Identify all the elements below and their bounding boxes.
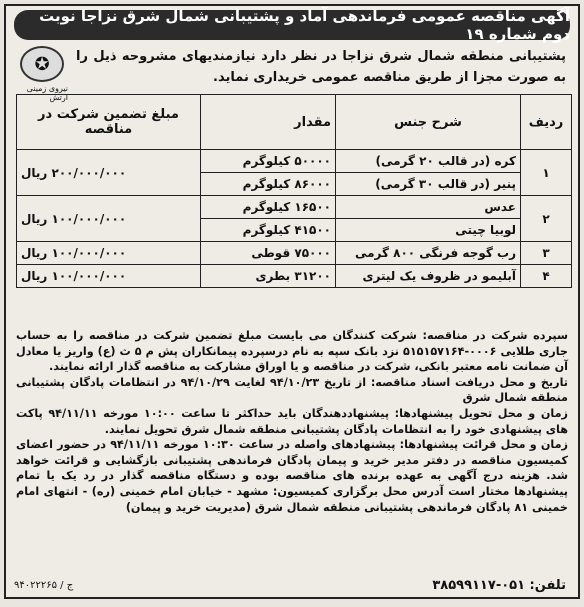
- row-number: ۱: [521, 150, 572, 196]
- opening-section: [16, 437, 568, 515]
- submission-label: زمان و محل تحویل پیشنهادها:: [394, 406, 568, 420]
- item-description: آبلیمو در ظروف یک لیتری: [336, 265, 521, 288]
- tender-notice: [4, 4, 580, 599]
- row-number: ۴: [521, 265, 572, 288]
- header-description: شرح جنس: [336, 95, 521, 150]
- guarantee-amount: ۱۰۰/۰۰۰/۰۰۰ ریال: [17, 196, 201, 242]
- emblem-caption: نیروی زمینی ارتش: [26, 84, 68, 102]
- item-quantity: ۵۰۰۰۰ کیلوگرم: [201, 150, 336, 173]
- notice-code: ۹۴۰۲۲۲۶۵ / ج: [14, 580, 74, 591]
- submission-section: [16, 406, 568, 437]
- phone-line: تلفن: ۰۵۱-۳۸۵۹۹۱۱۷: [432, 578, 566, 593]
- item-description: عدس: [336, 196, 521, 219]
- emblem-icon: ✪: [20, 46, 64, 82]
- opening-label: زمان و محل قرائت پیشنهادها:: [399, 438, 568, 452]
- documents-label: تاریخ و محل دریافت اسناد مناقصه:: [370, 375, 568, 389]
- item-description: رب گوجه فرنگی ۸۰۰ گرمی: [336, 242, 521, 265]
- item-description: لوبیا چیتی: [336, 219, 521, 242]
- deposit-text: شرکت کنندگان می بایست مبلغ تضمین شرکت در مناقصه را به حساب جاری طلایی ۰۰۰۶-۵۱۵۱۵۷۱۶۴ نزد بانک سپه به نام درسپرده پیمانکاران پش م ۵ ث (ع) واریز یا معادل آن ضمانت نامه معتبر بانکی، شرکت در مناقصه و یا اوراق مشارکت به مناقصه گذار ارائه نمایند.: [16, 329, 568, 374]
- table-header-row: [17, 95, 572, 150]
- documents-section: [16, 375, 568, 406]
- table-row: [17, 150, 572, 173]
- notice-title: آگهی مناقصه عمومی فرماندهی آماد و پشتیبانی شمال شرق نزاجا نوبت دوم شماره ۱۹: [14, 10, 570, 40]
- item-description: پنیر (در قالب ۳۰ گرمی): [336, 173, 521, 196]
- guarantee-amount: ۱۰۰/۰۰۰/۰۰۰ ریال: [17, 242, 201, 265]
- intro-paragraph: پشتیبانی منطقه شمال شرق نزاجا در نظر دارد نیازمندیهای مشروحه ذیل را به صورت مجزا از طریق مناقصه عمومی خریداری نماید.: [76, 49, 566, 85]
- deposit-label: سپرده شرکت در مناقصه:: [422, 329, 568, 342]
- documents-text: از تاریخ ۹۴/۱۰/۲۳ لغایت ۹۴/۱۰/۲۹ در انتظامات پادگان پشتیبانی منطقه شمال شرق: [16, 375, 568, 405]
- item-quantity: ۳۱۲۰۰ بطری: [201, 265, 336, 288]
- item-quantity: ۱۶۵۰۰ کیلوگرم: [201, 196, 336, 219]
- item-quantity: ۸۶۰۰۰ کیلوگرم: [201, 173, 336, 196]
- item-description: کره (در قالب ۲۰ گرمی): [336, 150, 521, 173]
- item-quantity: ۷۵۰۰۰ قوطی: [201, 242, 336, 265]
- header-quantity: مقدار: [201, 95, 336, 150]
- header-guarantee-amount: مبلغ تضمین شرکت در مناقصه: [17, 95, 201, 150]
- table-row: [17, 242, 572, 265]
- item-quantity: ۴۱۵۰۰ کیلوگرم: [201, 219, 336, 242]
- opening-text: پیشنهادهای واصله در ساعت ۱۰:۳۰ مورخه ۹۴/۱۱/۱۱ در حضور اعضای کمیسیون مناقصه در دفتر مدیر خرید و پیمان پادگان فرماندهی پشتیبانی بازگشایی و قرائت خواهد شد. هزینه درج آگهی به عهده برنده های مناقصه بوده و دستگاه مناقصه گذار در رد یک یا تمام پیشنهادها مختار است آدرس محل برگزاری کمیسیون: مشهد - خیابان امام خمینی (ره) - انتهای امام خمینی ۸۱ پادگان فرماندهی پشتیبانی منطقه شمال شرق (مدیریت خرید و پیمان): [16, 438, 568, 514]
- row-number: ۳: [521, 242, 572, 265]
- guarantee-amount: ۱۰۰/۰۰۰/۰۰۰ ریال: [17, 265, 201, 288]
- deposit-section: [16, 328, 568, 375]
- guarantee-amount: ۲۰۰/۰۰۰/۰۰۰ ریال: [17, 150, 201, 196]
- table-row: [17, 196, 572, 219]
- table-row: [17, 265, 572, 288]
- header-row-no: ردیف: [521, 95, 572, 150]
- row-number: ۲: [521, 196, 572, 242]
- items-table: [16, 94, 572, 288]
- notice-body: [16, 328, 568, 515]
- submission-text: پیشنهاددهندگان باید حداکثر تا ساعت ۱۰:۰۰ مورخه ۹۴/۱۱/۱۱ پاکت های پیشنهادی خود را به انتظامات پادگان پشتیبانی منطقه شمال شرق تحویل نمایند.: [16, 406, 568, 436]
